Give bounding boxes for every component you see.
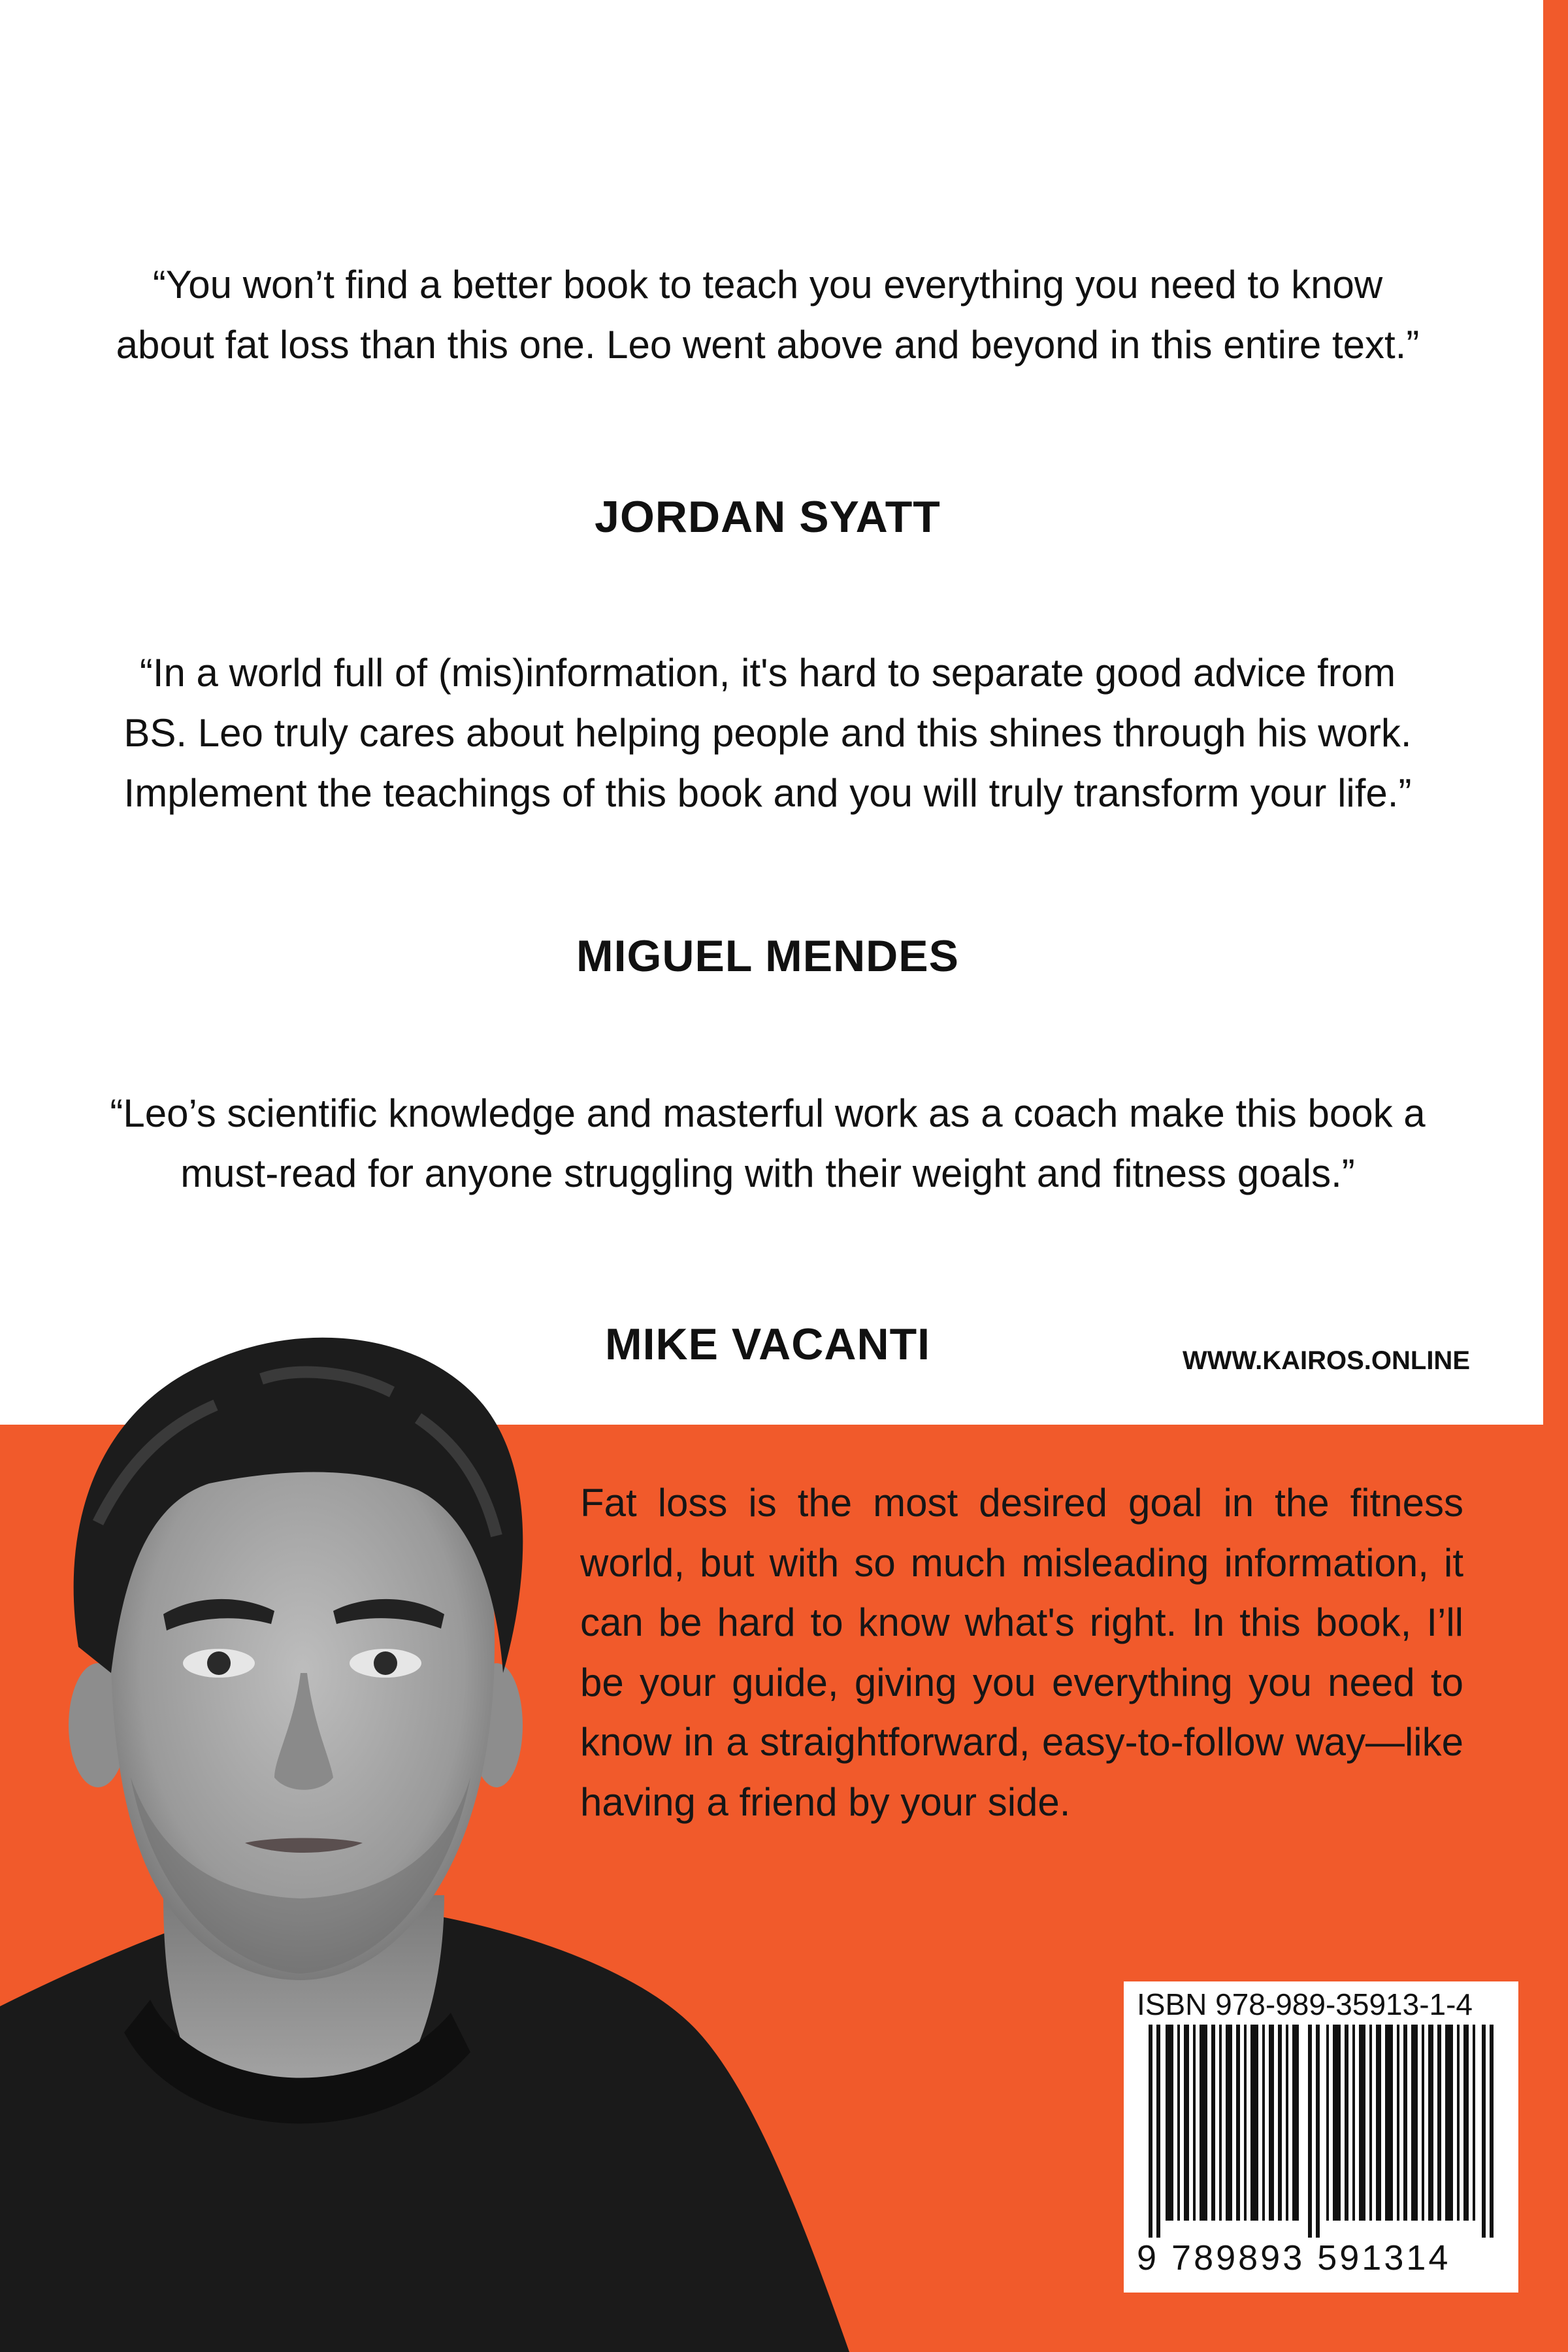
testimonial-author-1: JORDAN SYATT (595, 492, 941, 542)
testimonial-quote-2: “In a world full of (mis)information, it's hard to separate good advice from BS. Leo truly cares about helping people and this shines through his work. Implement the teachings of this book and you will truly transform your life.” (123, 651, 1412, 815)
book-description: Fat loss is the most desired goal in the fitness world, but with so much misleading information, it can be hard to know what's right. In this book, I’ll be your guide, giving you everything you need to know in a straightforward, easy-to-follow way—like having a friend by your side. (580, 1481, 1463, 1824)
testimonial-quote-1: “You won’t find a better book to teach you everything you need to know about fat loss than this one. Leo went above and beyond in this entire text.” (116, 263, 1420, 367)
website-url: WWW.KAIROS.ONLINE (1183, 1346, 1470, 1375)
isbn-label: ISBN 978-989-35913-1-4 (1137, 1987, 1473, 2021)
testimonial-author-3: MIKE VACANTI (604, 1319, 931, 1369)
ean-digits: 9 789893 591314 (1137, 2238, 1451, 2277)
barcode-bars (1135, 2025, 1507, 2238)
orange-edge-stripe (1543, 0, 1568, 1425)
isbn-barcode (1124, 1981, 1518, 2293)
testimonial-author-2: MIGUEL MENDES (576, 931, 960, 981)
testimonial-quote-3: “Leo’s scientific knowledge and masterful work as a coach make this book a must-read for anyone struggling with their weight and fitness goals.” (110, 1091, 1426, 1195)
